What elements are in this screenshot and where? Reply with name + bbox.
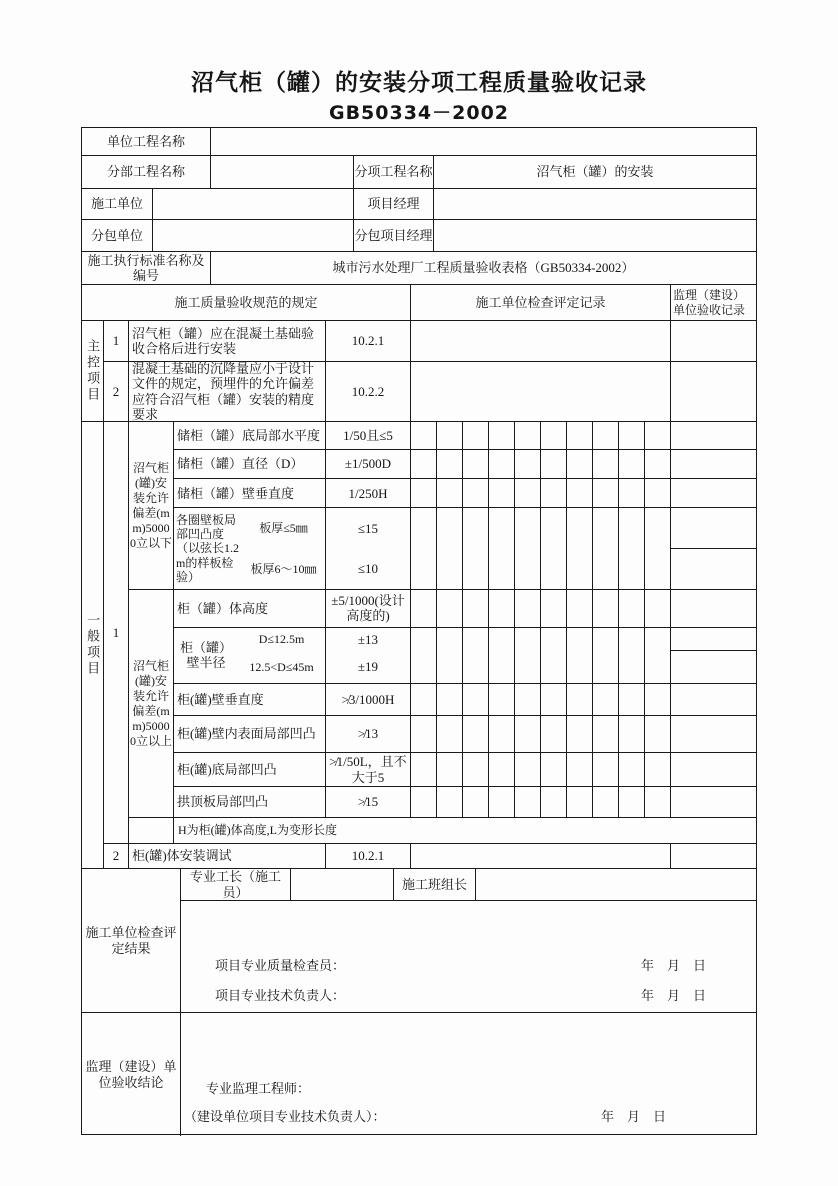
check-cell[interactable] [619,479,645,507]
check-cell[interactable] [645,753,671,786]
check-cell[interactable] [411,716,437,753]
spec-clause-number: 10.2.1 [326,321,411,361]
table-row [82,156,756,189]
execution-standard-label: 施工执行标准名称及编号 [82,252,211,284]
check-cell[interactable] [437,508,463,589]
check-cell[interactable] [593,479,619,507]
check-cell[interactable] [541,590,567,627]
check-cell[interactable] [593,628,619,683]
subitem-project-label: 分项工程名称 [354,156,434,188]
execution-standard-value: 城市污水处理厂工程质量验收表格（GB50334-2002） [332,260,635,276]
supervisor-record-cell[interactable] [671,684,756,715]
check-cell[interactable] [515,684,541,715]
tolerance-sub-condition: 板厚6～10㎜ [250,561,317,576]
check-cell[interactable] [489,628,515,683]
table-row [181,869,756,901]
check-cell[interactable] [541,450,567,479]
check-cell[interactable] [411,508,437,589]
tolerance-value: ±5/1000(设计高度的) [326,590,411,627]
check-cell[interactable] [489,479,515,507]
check-cell[interactable] [567,422,593,449]
master-section-label-text: 主控项目 [85,339,101,403]
page-title: 沼气柜（罐）的安装分项工程质量验收记录 [191,70,647,96]
check-cell[interactable] [489,787,515,817]
tolerance-item-name [174,508,326,589]
date-placeholder: 年 月 日 [640,958,706,973]
row-number: 2 [104,844,129,868]
tolerance-group-a [129,422,756,590]
check-cell[interactable] [515,590,541,627]
tolerance-value: 1/250H [326,479,411,507]
check-cell[interactable] [541,422,567,449]
check-cell[interactable] [541,753,567,786]
row-number: 2 [104,362,129,421]
project-manager-label: 项目经理 [354,189,434,219]
check-cell[interactable] [515,508,541,589]
check-grid [411,590,671,627]
supervisor-signature-area [181,1013,756,1136]
check-cell[interactable] [619,450,645,479]
quality-inspector-label[interactable]: 项目专业质量检查员： [215,958,346,973]
check-cell[interactable] [489,753,515,786]
check-cell[interactable] [437,628,463,683]
table-row [174,590,756,628]
general-section-label [82,422,104,868]
check-cell[interactable] [411,590,437,627]
table-row [82,128,756,156]
check-cell[interactable] [567,684,593,715]
tolerance-value: ≯13 [326,716,411,753]
check-cell[interactable] [515,787,541,817]
tolerance-value: ±13 [357,631,379,647]
table-row [174,753,756,787]
check-cell[interactable] [645,508,671,589]
check-cell[interactable] [489,422,515,449]
tolerance-item-name: 柜(罐)壁垂直度 [174,684,326,715]
check-cell[interactable] [437,590,463,627]
supervisor-record-cell[interactable] [671,651,756,682]
check-cell[interactable] [411,787,437,817]
supervisor-record-cell[interactable] [671,549,756,589]
supervisor-record-cell[interactable] [671,450,756,479]
check-cell[interactable] [411,479,437,507]
tech-director-label[interactable]: 项目专业技术负责人： [215,988,346,1003]
table-row [174,628,756,684]
tolerance-item-name: 储柜（罐）壁垂直度 [174,479,326,507]
date-placeholder: 年 月 日 [640,988,706,1003]
builder-signature-area [181,901,756,1012]
table-row [82,189,756,220]
check-cell[interactable] [437,716,463,753]
supervisor-record-cell[interactable] [671,362,756,421]
row-number: 1 [104,422,129,843]
table-row [174,716,756,754]
check-cell[interactable] [645,628,671,683]
check-cell[interactable] [541,479,567,507]
check-cell[interactable] [593,753,619,786]
check-cell[interactable] [645,716,671,753]
tolerance-value-stack [326,628,411,683]
check-cell[interactable] [593,422,619,449]
tolerance-item-name: 柜(罐)壁内表面局部凹凸 [174,716,326,753]
check-cell[interactable] [463,590,489,627]
check-cell[interactable] [567,753,593,786]
tolerance-sub-condition: D≤12.5m [258,632,305,647]
check-cell[interactable] [567,508,593,589]
check-cell[interactable] [593,716,619,753]
supervisor-record-cell[interactable] [671,628,756,652]
tolerance-value: ≯15 [326,787,411,817]
check-cell[interactable] [645,684,671,715]
table-row [104,321,756,362]
build-unit-tech-label[interactable]: （建设单位项目专业技术负责人）： [184,1108,386,1124]
check-grid [411,628,671,683]
check-cell[interactable] [593,684,619,715]
division-project-label: 分部工程名称 [82,156,211,188]
check-cell[interactable] [567,479,593,507]
table-row [174,450,756,480]
tolerance-value: 1/50且≤5 [326,422,411,449]
check-cell[interactable] [463,628,489,683]
tolerance-item-name: 柜（罐）体高度 [174,590,326,627]
check-cell[interactable] [541,628,567,683]
tolerance-group-a-label: 沼气柜(罐)安装允许偏差(mm)50000立以下 [129,422,174,589]
check-cell[interactable] [541,787,567,817]
check-grid [411,450,671,479]
tolerance-sub-condition: 12.5<D≤45m [249,660,314,675]
check-cell[interactable] [411,684,437,715]
table-row [104,844,756,868]
check-cell[interactable] [645,787,671,817]
tolerance-item-name: 拱顶板局部凹凸 [174,787,326,817]
date-placeholder: 年 月 日 [600,1108,666,1124]
check-cell[interactable] [515,479,541,507]
check-cell[interactable] [593,590,619,627]
check-cell[interactable] [489,716,515,753]
check-cell[interactable] [489,684,515,715]
check-cell[interactable] [437,450,463,479]
tolerance-sub-condition: 板厚≤5㎜ [259,521,308,536]
check-cell[interactable] [619,628,645,683]
builder-check-result-label: 施工单位检查评定结果 [82,869,181,1012]
check-cell[interactable] [463,450,489,479]
supervisor-record-cell[interactable] [671,479,756,507]
check-cell[interactable] [489,508,515,589]
subcontractor-label: 分包单位 [82,220,153,251]
general-items-section [82,422,756,869]
check-cell[interactable] [619,787,645,817]
tolerance-item-name-text: 各圈壁板局部凹凸度（以弦长1.2m的样板检验） [176,512,240,585]
tolerance-value-stack [326,508,411,589]
table-row [174,508,756,589]
check-cell[interactable] [567,590,593,627]
master-section-label [82,321,104,421]
check-cell[interactable] [411,753,437,786]
signature-line [181,955,756,974]
supervisor-record-cell[interactable] [671,422,756,449]
check-cell[interactable] [437,479,463,507]
check-cell[interactable] [541,684,567,715]
builder-check-result-block [82,869,756,1013]
signature-line [181,985,756,1004]
check-cell[interactable] [463,422,489,449]
check-cell[interactable] [593,450,619,479]
supervisor-conclusion-block [82,1013,756,1136]
supervisor-record-cell[interactable] [671,753,756,786]
check-grid [411,508,671,589]
spec-item-desc: 柜(罐)体安装调试 [129,844,326,868]
check-cell[interactable] [463,716,489,753]
check-cell[interactable] [515,422,541,449]
check-cell[interactable] [489,590,515,627]
check-grid [411,753,671,786]
tolerance-item-name: 储柜（罐）底局部水平度 [174,422,326,449]
table-row [82,252,756,285]
check-grid [411,716,671,753]
check-cell[interactable] [567,716,593,753]
check-cell[interactable] [515,628,541,683]
check-cell[interactable] [515,716,541,753]
check-cell[interactable] [463,508,489,589]
builder-value[interactable] [153,189,354,219]
spec-item-desc: 沼气柜（罐）应在混凝土基础验收合格后进行安装 [129,321,326,361]
tolerance-value: ±19 [357,659,379,675]
supervisor-record-cell[interactable] [671,321,756,361]
table-row [174,422,756,450]
check-cell[interactable] [411,450,437,479]
subitem-project-value: 沼气柜（罐）的安装 [536,164,654,180]
check-cell[interactable] [619,508,645,589]
table-row [129,818,756,843]
crew-leader-label: 施工班组长 [394,869,476,900]
foreman-signature-cell[interactable] [291,869,394,900]
check-cell[interactable] [645,590,671,627]
check-cell[interactable] [645,422,671,449]
check-cell[interactable] [567,628,593,683]
check-cell[interactable] [515,753,541,786]
check-record-cell[interactable] [411,321,671,361]
check-cell[interactable] [515,450,541,479]
tolerance-group-b [129,590,756,818]
standard-code: GB50334－2002 [328,102,510,124]
check-grid [411,787,671,817]
supervisor-record-cell[interactable] [671,590,756,627]
row-number: 1 [104,321,129,361]
check-cell[interactable] [463,753,489,786]
check-cell[interactable] [645,479,671,507]
table-row [104,362,756,421]
sub-project-manager-value[interactable] [434,220,756,251]
acceptance-record-table [81,127,757,1135]
tolerance-value: ≤10 [357,561,379,577]
check-cell[interactable] [463,479,489,507]
general-section-label-text: 一般项目 [85,613,101,677]
check-cell[interactable] [567,450,593,479]
check-cell[interactable] [593,508,619,589]
tolerance-value: ≯3/1000H [326,684,411,715]
check-cell[interactable] [619,590,645,627]
check-grid [411,422,671,449]
supervisor-column-header: 监理（建设）单位验收记录 [673,288,746,317]
unit-project-label: 单位工程名称 [82,128,211,155]
supervisor-record-cell[interactable] [671,716,756,753]
table-row [174,684,756,716]
spec-column-header: 施工质量验收规范的规定 [82,285,411,320]
supervisor-record-cell[interactable] [671,787,756,817]
tolerance-value: ≯1/50L，且不大于5 [326,753,411,786]
check-record-cell[interactable] [411,362,671,421]
check-cell[interactable] [619,716,645,753]
tolerance-group-b-label: 沼气柜(罐)安装允许偏差(mm)50000立以上 [129,590,174,817]
check-cell[interactable] [437,422,463,449]
unit-project-value[interactable] [211,128,756,155]
check-grid [411,479,671,507]
check-cell[interactable] [645,450,671,479]
supervisor-conclusion-label: 监理（建设）单位验收结论 [82,1013,181,1136]
check-cell[interactable] [437,787,463,817]
check-record-cell[interactable] [411,844,671,868]
footnote: H为柜(罐)体高度,L为变形长度 [178,823,337,838]
check-cell[interactable] [541,508,567,589]
supervisor-engineer-label[interactable]: 专业监理工程师： [206,1080,311,1096]
spec-clause-number: 10.2.1 [326,844,411,868]
check-grid [411,684,671,715]
check-cell[interactable] [619,422,645,449]
check-cell[interactable] [437,684,463,715]
builder-label: 施工单位 [82,189,153,219]
tolerance-item-name: 储柜（罐）直径（D） [174,450,326,479]
tolerance-value: ±1/500D [326,450,411,479]
check-cell[interactable] [463,787,489,817]
crew-leader-signature-cell[interactable] [476,869,756,900]
tolerance-item-name [174,628,326,683]
spec-item-desc: 混凝土基础的沉降量应小于设计文件的规定，预埋件的允许偏差应符合沼气柜（罐）安装的精度要求 [129,362,326,421]
table-row [104,422,756,844]
check-cell[interactable] [593,787,619,817]
supervisor-record-stack [671,508,756,589]
check-cell[interactable] [411,628,437,683]
tolerance-item-name: 柜(罐)底局部凹凸 [174,753,326,786]
check-cell[interactable] [541,716,567,753]
check-cell[interactable] [619,684,645,715]
spec-clause-number: 10.2.2 [326,362,411,421]
project-manager-value[interactable] [434,189,756,219]
sub-project-manager-label: 分包项目经理 [354,220,434,251]
division-project-value[interactable] [211,156,354,188]
check-record-column-header: 施工单位检查评定记录 [411,285,671,320]
signature-line [181,1109,756,1124]
subcontractor-value[interactable] [153,220,354,251]
check-cell[interactable] [411,422,437,449]
table-row [174,479,756,508]
foreman-label: 专业工长（施工员） [181,869,291,900]
table-row [174,787,756,817]
check-cell[interactable] [489,450,515,479]
master-items-section [82,321,756,422]
supervisor-record-cell[interactable] [671,508,756,549]
check-cell[interactable] [437,753,463,786]
supervisor-record-stack [671,628,756,683]
tolerance-item-name-text: 柜（罐）壁半径 [179,639,232,671]
empty-cell [129,818,174,843]
check-cell[interactable] [567,787,593,817]
table-row [82,220,756,252]
supervisor-record-cell[interactable] [671,844,756,868]
table-header-row [82,285,756,321]
tolerance-value: ≤15 [357,520,379,536]
check-cell[interactable] [463,684,489,715]
check-cell[interactable] [619,753,645,786]
